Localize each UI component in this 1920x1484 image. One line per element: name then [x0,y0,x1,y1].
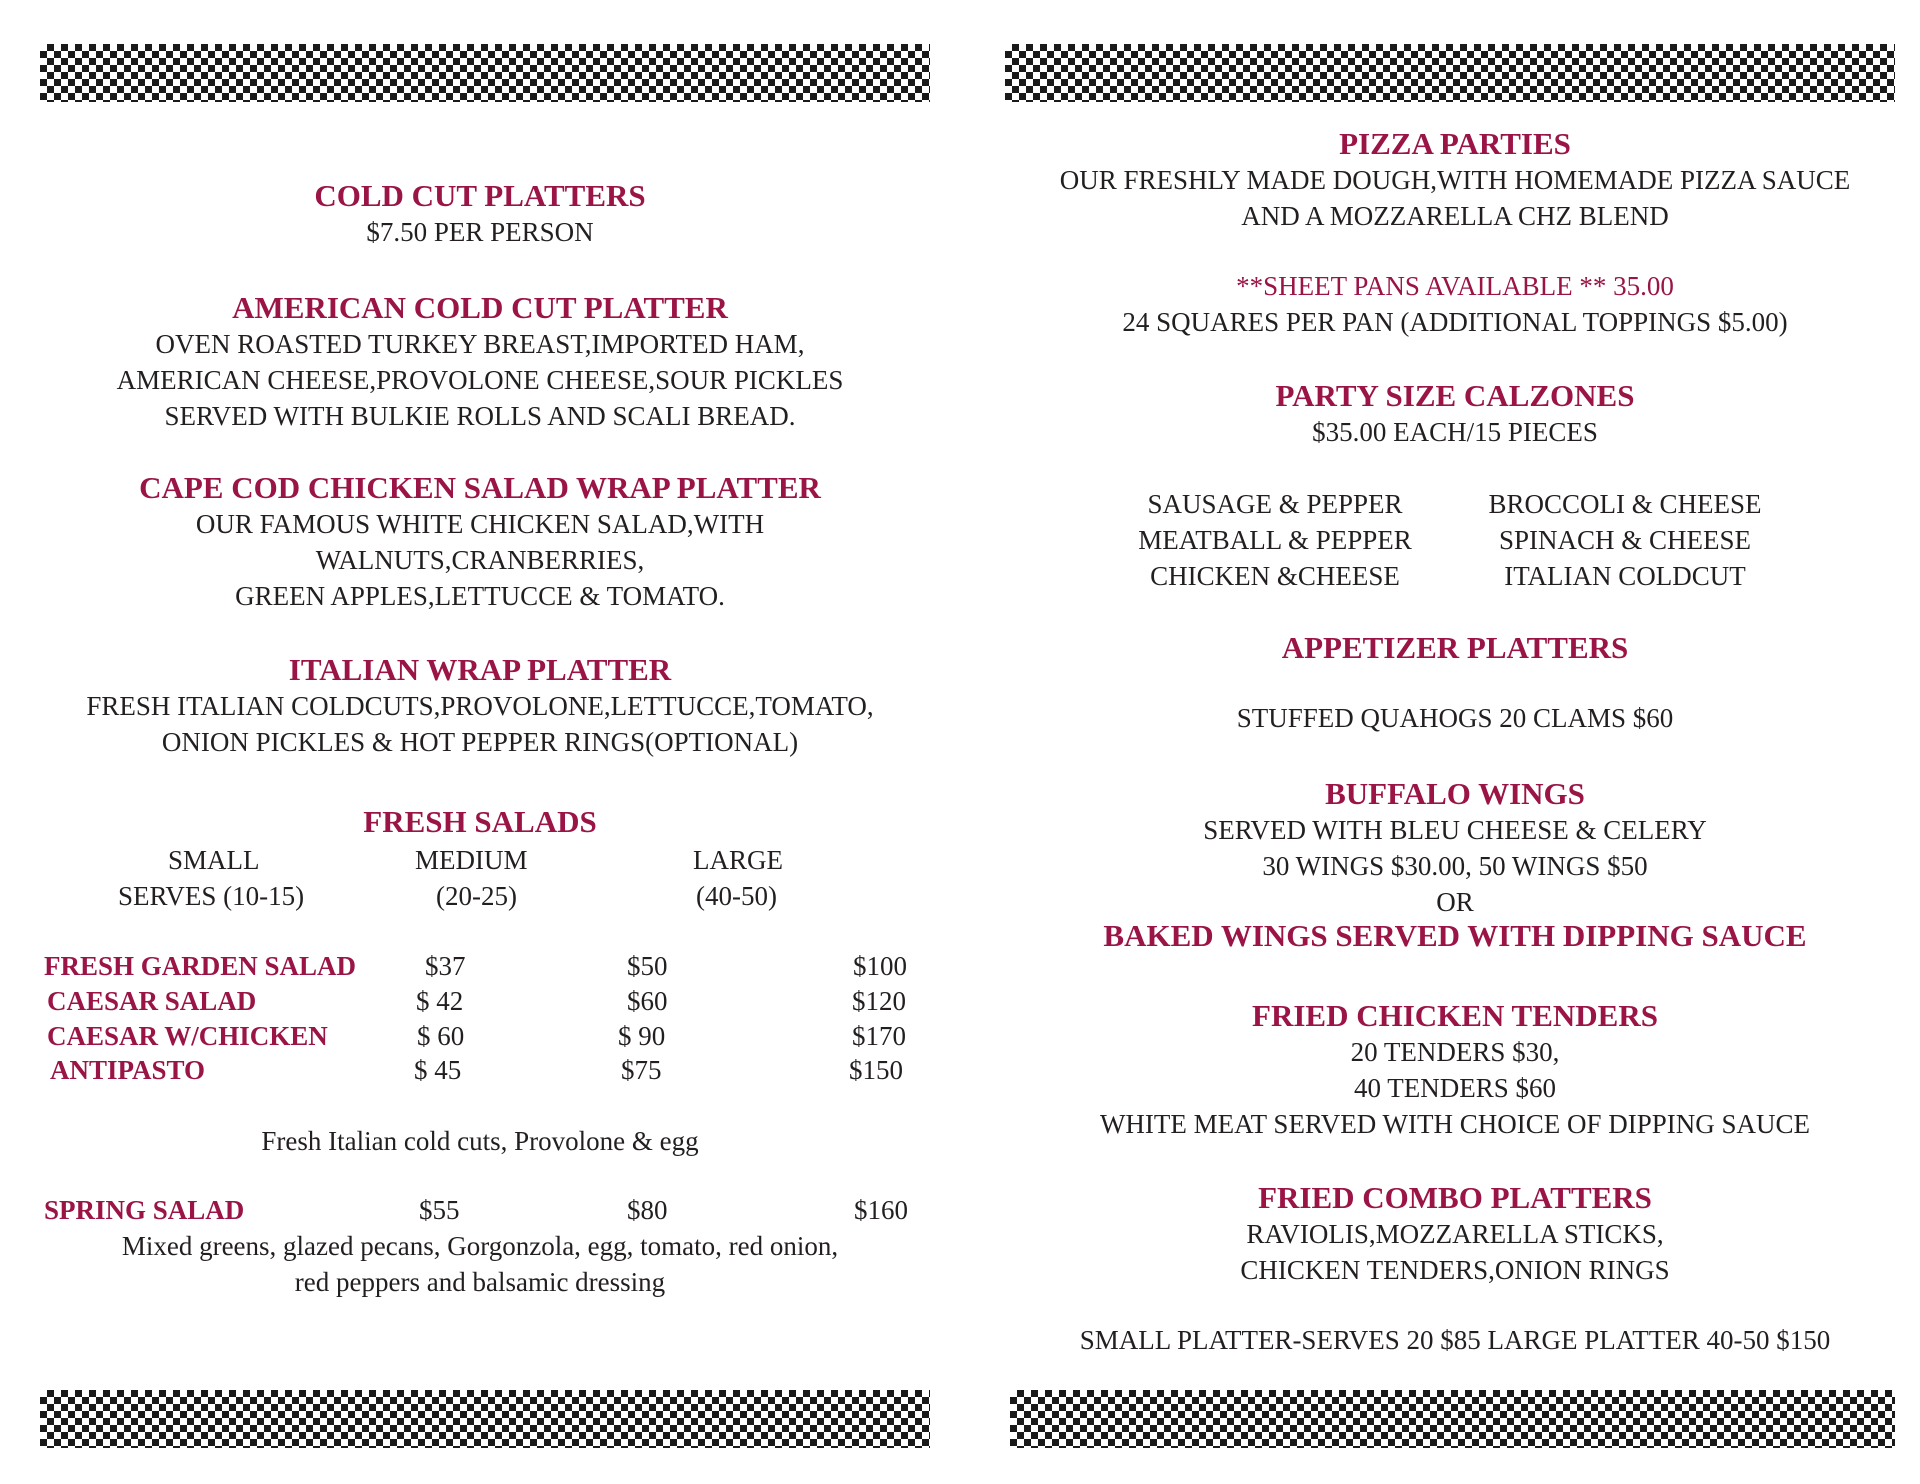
salad-price-large: $100 [853,951,907,981]
spring-desc-line: Mixed greens, glazed pecans, Gorgonzola, egg, tomato, red onion, [121,1231,839,1261]
wings-line: SERVED WITH BLEU CHEESE & CELERY [1203,815,1707,845]
american-line: SERVED WITH BULKIE ROLLS AND SCALI BREAD. [164,401,796,431]
salad-name: CAESAR W/CHICKEN [47,1021,328,1051]
fresh-salads-title-block [40,804,920,840]
tenders-section [1015,998,1895,1142]
cape-cod-line: GREEN APPLES,LETTUCCE & TOMATO. [235,581,725,611]
salad-price-small: $37 [425,951,466,981]
salad-price-small: $ 60 [417,1021,465,1051]
pizza-title: PIZZA PARTIES [1339,126,1571,161]
cape-cod-title: CAPE COD CHICKEN SALAD WRAP PLATTER [139,470,821,505]
combo-section [1015,1180,1895,1358]
wings-title: BUFFALO WINGS [1325,776,1585,811]
calzone-list-2 [1450,486,1800,594]
italian-wrap-line: ONION PICKLES & HOT PEPPER RINGS(OPTIONAL) [161,727,799,757]
size-large-label: LARGE [693,845,783,875]
squares-note: 24 SQUARES PER PAN (ADDITIONAL TOPPINGS $5.00) [1122,307,1788,337]
american-title: AMERICAN COLD CUT PLATTER [232,290,728,325]
calzones-price: $35.00 EACH/15 PIECES [1312,417,1598,447]
wings-line: 30 WINGS $30.00, 50 WINGS $50 [1262,851,1648,881]
pizza-line: AND A MOZZARELLA CHZ BLEND [1241,201,1669,231]
appetizer-title: APPETIZER PLATTERS [1281,630,1629,665]
tenders-title: FRIED CHICKEN TENDERS [1252,998,1658,1033]
salad-price-small: $ 42 [416,986,464,1016]
italian-wrap-title: ITALIAN WRAP PLATTER [288,652,672,687]
salad-price-large: $120 [852,986,906,1016]
sheet-pans-note: **SHEET PANS AVAILABLE ** 35.00 [1236,271,1674,301]
size-large-serves: (40-50) [696,881,777,911]
tenders-line: WHITE MEAT SERVED WITH CHOICE OF DIPPING SAUCE [1099,1109,1811,1139]
appetizer-line: STUFFED QUAHOGS 20 CLAMS $60 [1236,703,1674,733]
salad-price-medium: $80 [627,1195,668,1225]
tenders-line: 20 TENDERS $30, [1350,1037,1560,1067]
tenders-line: 40 TENDERS $60 [1353,1073,1556,1103]
combo-sizes: SMALL PLATTER-SERVES 20 $85 LARGE PLATTER 40-50 $150 [1079,1325,1831,1355]
italian-wrap-section [40,652,920,760]
calzone-item: SPINACH & CHEESE [1498,525,1752,555]
salad-price-medium: $60 [627,986,668,1016]
combo-title: FRIED COMBO PLATTERS [1258,1180,1652,1215]
wings-section [1015,776,1895,954]
cold-cut-section [40,178,920,250]
size-small-serves: SERVES (10-15) [118,881,305,911]
checker-border-bottom-left [40,1390,930,1448]
salad-name: SPRING SALAD [44,1195,245,1225]
salad-price-small: $55 [419,1195,460,1225]
size-small-label: SMALL [168,845,260,875]
cold-cut-price: $7.50 PER PERSON [366,217,594,247]
salad-price-large: $160 [854,1195,908,1225]
calzone-list-1 [1100,486,1450,594]
combo-line: RAVIOLIS,MOZZARELLA STICKS, [1246,1219,1664,1249]
calzone-item: MEATBALL & PEPPER [1138,525,1412,555]
combo-line: CHICKEN TENDERS,ONION RINGS [1240,1255,1670,1285]
size-medium-serves: (20-25) [436,881,517,911]
salad-name: ANTIPASTO [50,1055,206,1085]
salad-price-medium: $75 [621,1055,662,1085]
checker-border-bottom-right [1010,1390,1895,1448]
salad-name: CAESAR SALAD [47,986,257,1016]
salad-price-large: $150 [849,1055,903,1085]
checker-border-top-right [1005,44,1895,102]
baked-wings-title: BAKED WINGS SERVED WITH DIPPING SAUCE [1103,918,1807,953]
spring-desc-line: red peppers and balsamic dressing [294,1267,666,1297]
calzone-item: SAUSAGE & PEPPER [1147,489,1403,519]
american-line: OVEN ROASTED TURKEY BREAST,IMPORTED HAM, [155,329,805,359]
american-section [40,290,920,434]
spring-salad-desc [40,1228,920,1300]
pizza-section [1015,126,1895,340]
calzone-item: BROCCOLI & CHEESE [1488,489,1762,519]
antipasto-note: Fresh Italian cold cuts, Provolone & egg [261,1126,699,1156]
cape-cod-section [40,470,920,614]
appetizer-section [1015,630,1895,736]
pizza-line: OUR FRESHLY MADE DOUGH,WITH HOMEMADE PIZZA SAUCE [1059,165,1851,195]
salad-price-medium: $ 90 [618,1021,666,1051]
calzone-item: ITALIAN COLDCUT [1504,561,1746,591]
calzone-item: CHICKEN &CHEESE [1150,561,1400,591]
size-medium-label: MEDIUM [415,845,528,875]
salad-name: FRESH GARDEN SALAD [44,951,357,981]
italian-wrap-line: FRESH ITALIAN COLDCUTS,PROVOLONE,LETTUCCE,TOMATO, [86,691,874,721]
cape-cod-line: OUR FAMOUS WHITE CHICKEN SALAD,WITH [195,509,765,539]
fresh-salads-title: FRESH SALADS [363,804,597,839]
salad-price-small: $ 45 [414,1055,462,1085]
american-line: AMERICAN CHEESE,PROVOLONE CHEESE,SOUR PICKLES [116,365,844,395]
checker-border-top-left [40,44,930,102]
salad-price-large: $170 [852,1021,906,1051]
salad-price-medium: $50 [627,951,668,981]
calzones-section [1015,378,1895,450]
cape-cod-line: WALNUTS,CRANBERRIES, [315,545,645,575]
wings-or: OR [1436,887,1474,917]
calzones-title: PARTY SIZE CALZONES [1275,378,1635,413]
cold-cut-title: COLD CUT PLATTERS [314,178,646,213]
